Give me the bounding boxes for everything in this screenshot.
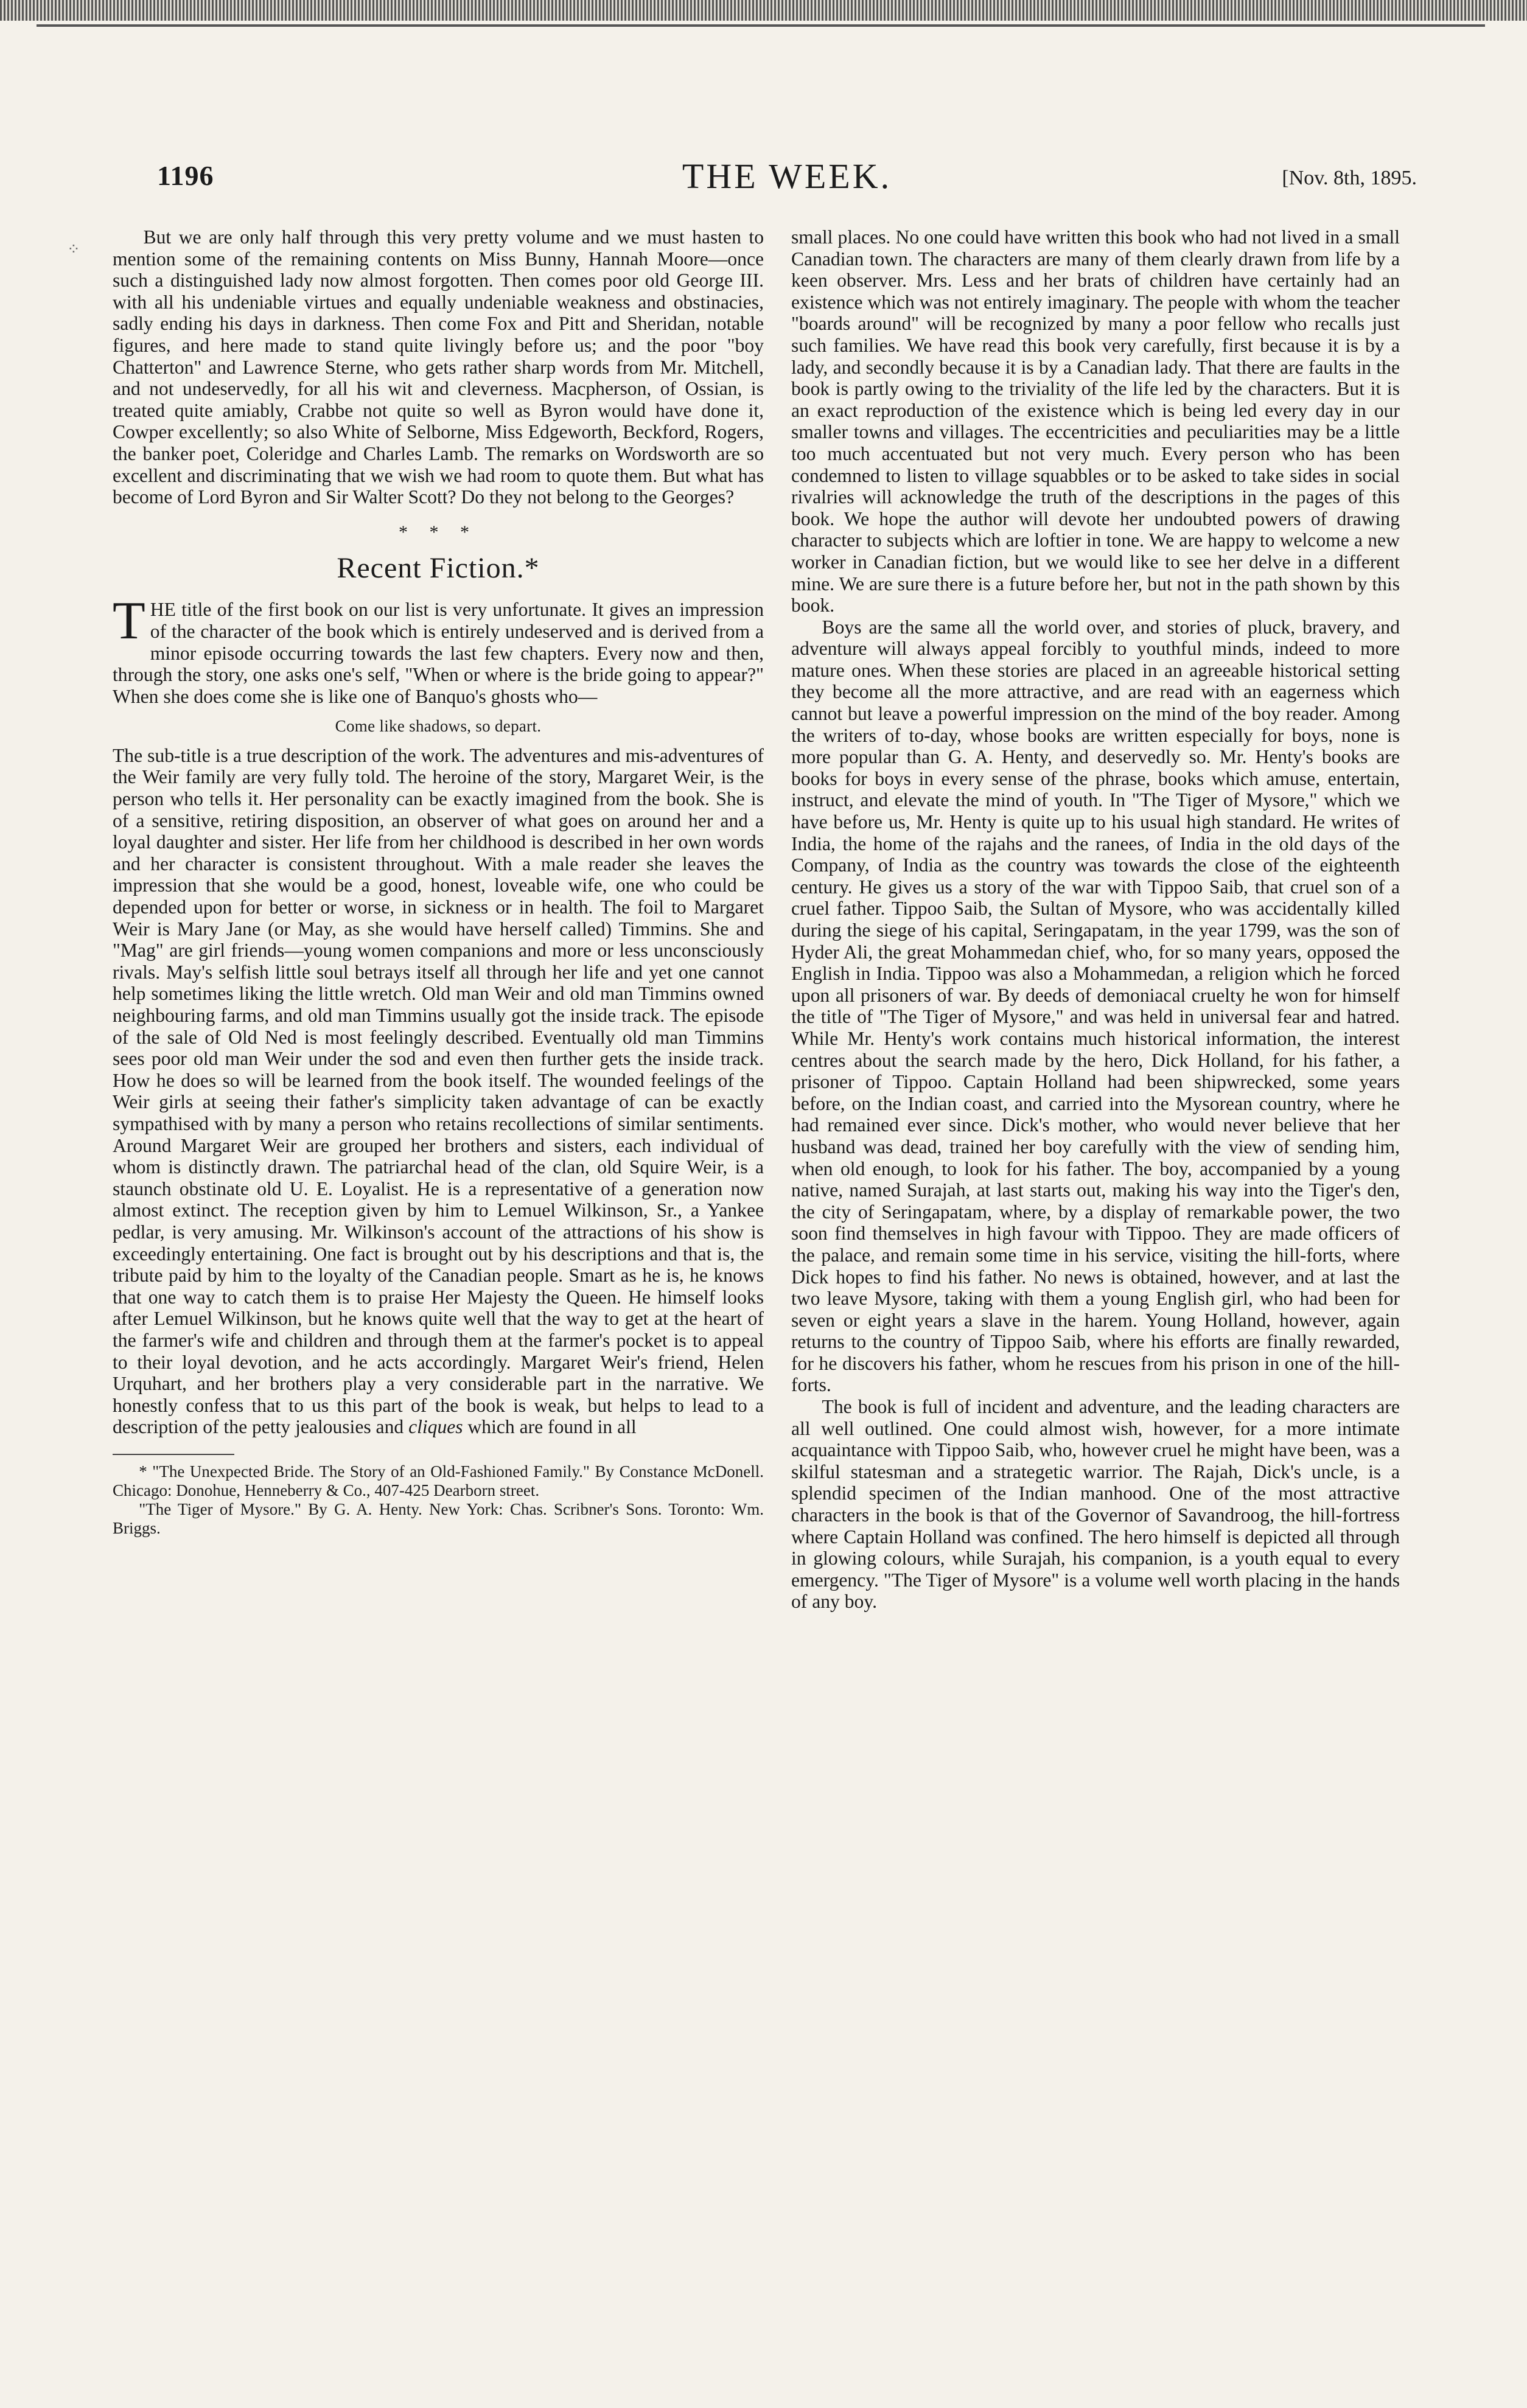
right-paragraph-2: Boys are the same all the world over, and stories of pluck, bravery, and adventure will always appeal forcibly to youthful minds, indeed to more mature ones. When these stories are placed in an agreeable historical setting they become all the more attractive, and are read with an eagerness which cannot but leave a powerful impression on the mind of the boy reader. Among the writers of to-day, whose books are written especially for boys, none is more popular than G. A. Henty, and deservedly so. Mr. Henty's books are books for boys in every sense of the phrase, books which amuse, entertain, instruct, and elevate the mind of youth. In "The Tiger of Mysore," which we have before us, Mr. Henty is quite up to his usual high standard. He writes of India, the home of the rajahs and the ranees, of India in the old days of the Company, of India as the country was towards the close of the eighteenth century. He gives us a story of the war with Tippoo Saib, that cruel son of a cruel father. Tippoo Saib, the Sultan of Mysore, who was accidentally killed during the siege of his capital, Seringapatam, in the year 1799, was the son of Hyder Ali, the great Mohammedan chief, who, for so many years, opposed the English in India. Tippoo was also a Mohammedan, a religion which he forced upon all prisoners of war. By deeds of demoniacal cruelty he won for himself the title of "The Tiger of Mysore," and was held in universal fear and hatred. While Mr. Henty's work contains much historical information, the interest centres about the search made by the hero, Dick Holland, for his father, a prisoner of Tippoo. Captain Holland had been shipwrecked, some years before, on the Indian coast, and carried into the Mysorean country, where he had remained ever since. Dick's mother, who would never believe that her husband was dead, trained her boy carefully with the view of sending him, when old enough, to look for his father. The boy, accompanied by a young native, named Surajah, at last starts out, making his way into the Tiger's den, the city of Seringapatam, where, by a display of remarkable power, the two soon find themselves in high favour with Tippoo. They are made officers of the palace, and remain some time in his service, visiting the hill-forts, where Dick hopes to find his father. No news is obtained, however, and at last the two leave Mysore, taking with them a young English girl, who had been for seven or eight years a slave in the harem. Young Holland, however, again returns to the country of Tippoo Saib, where his efforts are finally rewarded, for he discovers his father, whom he rescues from his prison in one of the hill-forts. <box>791 616 1400 1396</box>
right-paragraph-1: small places. No one could have written this book who had not lived in a small Canadian town. The characters are many of them clearly drawn from life by a keen observer. Mrs. Less and her brats of children have certainly had an existence which was not entirely imaginary. The people with whom the teacher "boards around" will be recognized by many a poor fellow who recalls just such families. We have read this book very carefully, first because it is by a lady, and secondly because it is by a Canadian lady. That there are faults in the book is partly owing to the triviality of the life led by the characters. But it is an exact reproduction of the existence which is being led every day in our smaller towns and villages. The eccentricities and peculiarities may be a little too much accentuated but not very much. Every person who has been condemned to listen to village squabbles or to be asked to take sides in social rivalries will acknowledge the truth of the descriptions in the pages of this book. We hope the author will devote her undoubted powers of drawing character to subjects which are loftier in tone. We are happy to welcome a new worker in Canadian fiction, but we would like to see her delve in a different mine. We are sure there is a future before her, but not in the path shown by this book. <box>791 226 1400 616</box>
body-text: The sub-title is a true description of the work. The adventures and mis-adventures of the Weir family are very fully told. The heroine of the story, Margaret Weir, is the person who tells it. Her personality can be exactly imagined from the book. She is of a sensitive, retiring disposition, an observer of what goes on around her and a loyal daughter and sister. Her life from her childhood is described in her own words and her character is consistent throughout. With a male reader she leaves the impression that she would be a good, honest, loveable wife, one who could be depended upon for better or worse, in sickness or in health. The foil to Margaret Weir is Mary Jane (or May, as she would have herself called) Timmins. She and "Mag" are girl friends—young women companions and more or less unconsciously rivals. May's selfish little soul betrays itself all through her life and yet one cannot help sometimes liking the little wretch. Old man Weir and old man Timmins owned neighbouring farms, and old man Timmins usually got the inside track. The episode of the sale of Old Ned is most feelingly described. Eventually old man Timmins sees poor old man Weir under the sod and even then further gets the inside track. How he does so will be learned from the book itself. The wounded feelings of the Weir girls at seeing their father's simplicity taken advantage of can be exactly sympathised with by many a person who retains recollections of similar sentiments. Around Margaret Weir are grouped her brothers and sisters, each individual of whom is distinctly drawn. The patriarchal head of the clan, old Squire Weir, is a staunch obstinate old U. E. Loyalist. He is a representative of a generation now almost extinct. The reception given by him to Lemuel Wilkinson, Sr., a Yankee pedlar, is very amusing. Mr. Wilkinson's account of the attractions of his show is exceedingly entertaining. One fact is brought out by his descriptions and that is, the tribute paid by him to the loyalty of the Canadian people. Smart as he is, he knows that one way to catch them is to praise Her Majesty the Queen. He himself looks after Lemuel Wilkinson, but he knows quite well that the way to get at the heart of the farmer's wife and children and through them at the farmer's pocket is to appeal to their loyal devotion, and he acts accordingly. Margaret Weir's friend, Helen Urquhart, and her brothers play a very considerable part in the narrative. We honestly confess that to us this part of the book is weak, but helps to lead to a description of the petty jealousies and <box>113 744 764 1438</box>
right-paragraph-3: The book is full of incident and adventure, and the leading characters are all well outlined. One could almost wish, however, for a more intimate acquaintance with Tippoo Saib, who, however cruel he might have been, was a skilful statesman and a strategetic warrior. The Rajah, Dick's uncle, is a splendid specimen of the Indian manhood. One of the most attractive characters in the book is that of the Governor of Savandroog, the hill-fortress where Captain Holland was confined. The hero himself is depicted all through in glowing colours, while Surajah, his companion, is a youth equal to every emergency. "The Tiger of Mysore" is a volume well worth placing in the hands of any boy. <box>791 1396 1400 1613</box>
footnote-1: * "The Unexpected Bride. The Story of an Old-Fashioned Family." By Constance McDonell. Chicago: Donohue, Henneberry & Co., 407-425 Dearborn street. <box>113 1462 764 1499</box>
review-paragraph: But we are only half through this very pretty volume and we must hasten to mention some of the remaining contents on Miss Bunny, Hannah Moore—once such a distinguished lady now almost forgotten. Then comes poor old George III. with all his undeniable virtues and equally undeniable weakness and obstinacies, sadly ending his days in darkness. Then come Fox and Pitt and Sheridan, notable figures, and here made to stand quite livingly before us; and the poor "boy Chatterton" and Lawrence Sterne, who gets rather sharp words from Mr. Mitchell, and not undeservedly, for all his wit and cleverness. Macpherson, of Ossian, is treated quite amiably, Crabbe not quite so well as Byron would have done it, Cowper excellently; so also White of Selborne, Miss Edgeworth, Beckford, Rogers, the banker poet, Coleridge and Charles Lamb. The remarks on Wordsworth are so excellent and discriminating that we wish we had room to quote them. But what has become of Lord Byron and Sir Walter Scott? Do they not belong to the Georges? <box>113 226 764 508</box>
issue-date: [Nov. 8th, 1895. <box>1282 167 1417 189</box>
drop-cap: T <box>113 592 145 651</box>
asterism: * * * <box>399 522 478 542</box>
cliques-italic: cliques <box>408 1416 463 1438</box>
left-column <box>113 226 764 2308</box>
page-number: 1196 <box>157 160 214 191</box>
top-edge-rule <box>0 0 1527 21</box>
footnote-rule <box>113 1454 234 1455</box>
section-title: Recent Fiction.* <box>337 552 540 585</box>
body-text-end: which are found in all <box>463 1416 637 1438</box>
right-column <box>791 226 1400 2308</box>
quotation: Come like shadows, so depart. <box>335 717 542 736</box>
margin-mark: ⁘ <box>67 240 80 258</box>
footnote-2: "The Tiger of Mysore." By G. A. Henty. New York: Chas. Scribner's Sons. Toronto: Wm. Briggs. <box>113 1499 764 1537</box>
body-paragraph <box>113 745 764 1438</box>
intro-text: HE title of the first book on our list is very unfortunate. It gives an impression of the character of the book which is entirely undeserved and is derived from a minor episode occurring towards the last few chapters. Every now and then, through the story, one asks one's self, "When or where is the bride going to appear?" When she does come she is like one of Banquo's ghosts who— <box>113 599 764 707</box>
header-rule <box>37 24 1485 27</box>
page-header <box>157 156 1417 202</box>
intro-paragraph <box>113 592 764 707</box>
masthead: THE WEEK. <box>682 156 892 196</box>
